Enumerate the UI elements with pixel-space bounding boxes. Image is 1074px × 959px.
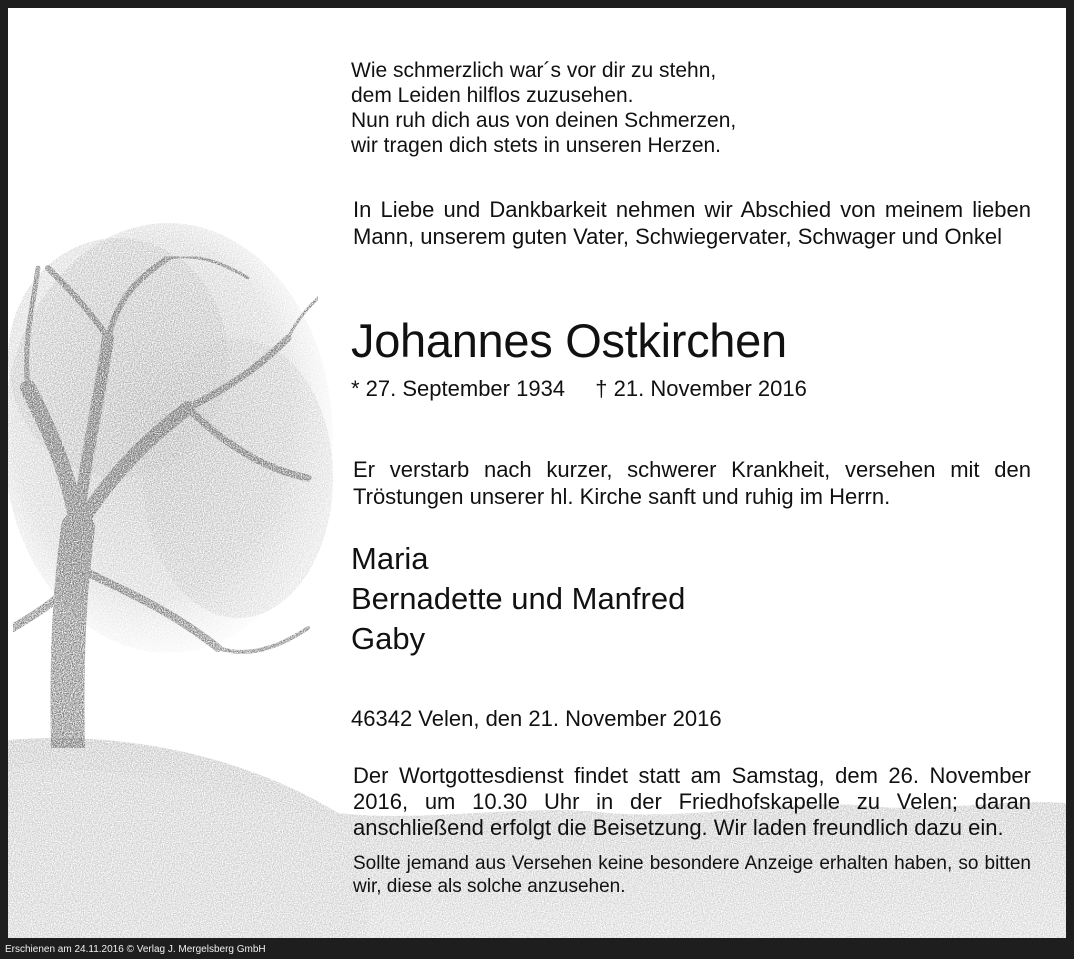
survivor-name: Gaby — [351, 621, 426, 656]
death-description: Er verstarb nach kurzer, schwerer Krankheit, versehen mit den Tröstungen unserer hl. Kirche sanft und ruhig im Herrn. — [353, 457, 1031, 509]
obituary-notice — [8, 8, 1066, 938]
poem-line: wir tragen dich stets in unseren Herzen. — [351, 134, 722, 157]
life-dates — [351, 375, 807, 403]
death-date: † 21. November 2016 — [595, 376, 807, 401]
birth-date: * 27. September 1934 — [351, 376, 566, 401]
survivor-name: Bernadette und Manfred — [351, 581, 686, 616]
publication-footer: Erschienen am 24.11.2016 © Verlag J. Mergelsberg GmbH — [5, 944, 266, 955]
poem-line: Wie schmerzlich war´s vor dir zu stehn, — [351, 59, 717, 82]
notice-note: Sollte jemand aus Versehen keine besondere Anzeige erhalten haben, so bitten wir, diese als solche anzusehen. — [353, 853, 1031, 897]
survivors-list — [351, 539, 685, 659]
service-info: Der Wortgottesdienst findet statt am Samstag, dem 26. November 2016, um 10.30 Uhr in der Friedhofskapelle zu Velen; daran anschließend erfolgt die Beisetzung. Wir laden freundlich dazu ein. — [353, 763, 1031, 840]
poem-line: dem Leiden hilflos zuzusehen. — [351, 84, 634, 107]
survivor-name: Maria — [351, 541, 429, 576]
deceased-name: Johannes Ostkirchen — [351, 314, 787, 367]
place-date: 46342 Velen, den 21. November 2016 — [351, 706, 722, 731]
poem-line: Nun ruh dich aus von deinen Schmerzen, — [351, 109, 737, 132]
poem — [351, 58, 1051, 158]
farewell-intro: In Liebe und Dankbarkeit nehmen wir Abschied von meinem lieben Mann, unserem guten Vater, Schwiegervater, Schwager und Onkel — [353, 197, 1031, 249]
